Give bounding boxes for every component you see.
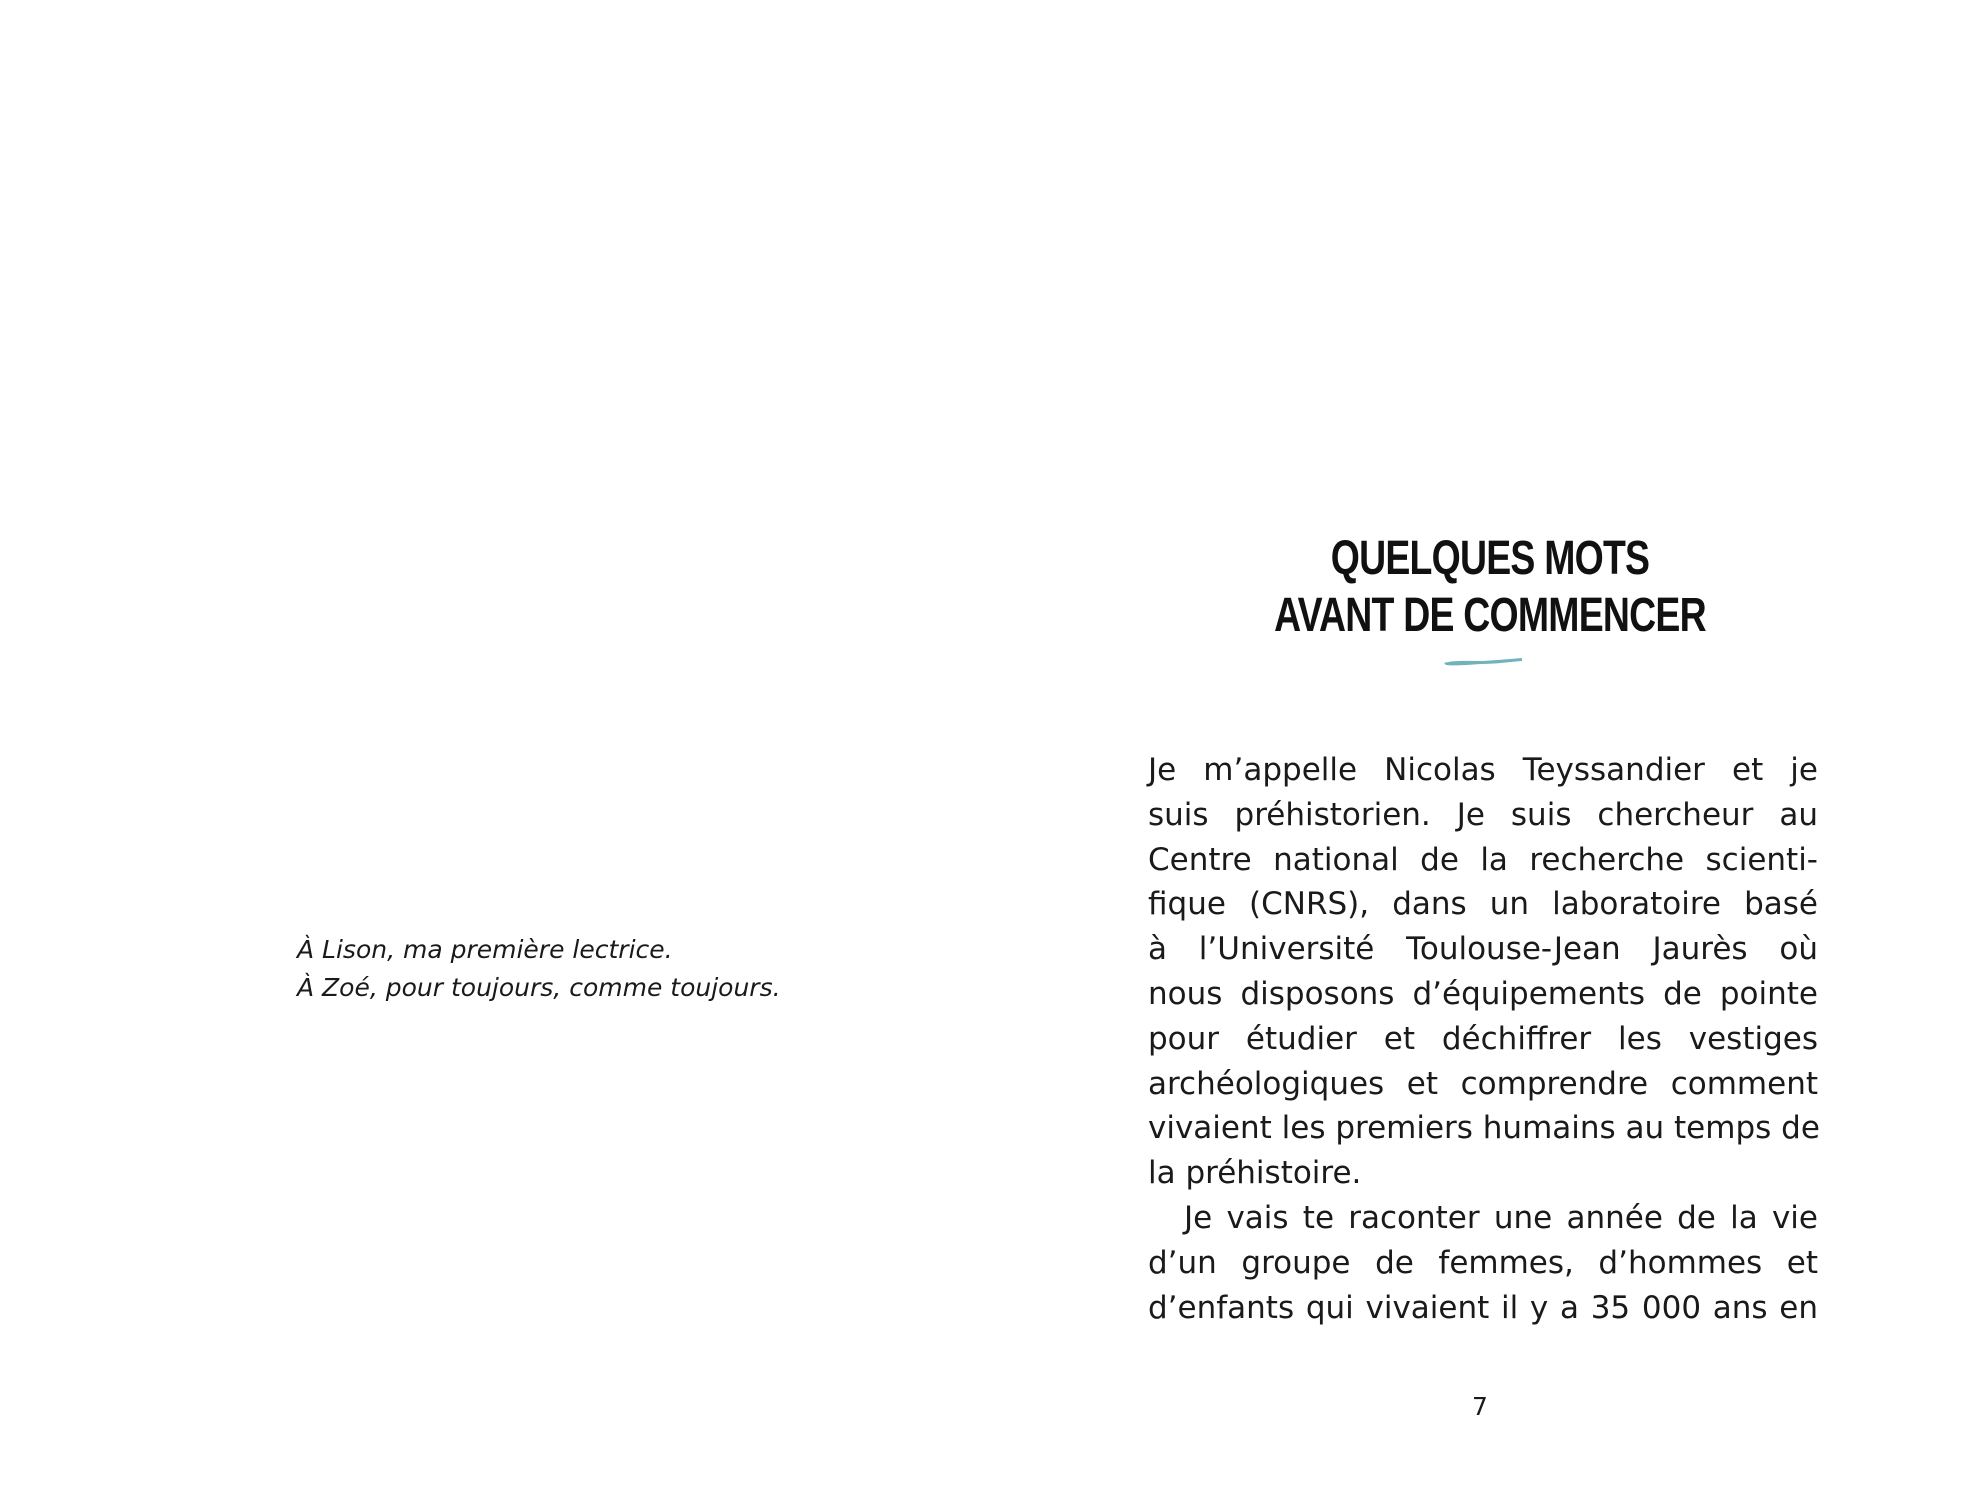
body-line: fique (CNRS), dans un laboratoire basé [1148,886,1818,923]
dedication [297,931,781,1007]
dedication-line: À Lison, ma première lectrice. [297,935,673,964]
body-line: d’enfants qui vivaient il y a 35 000 ans en [1148,1289,1818,1326]
chapter-heading-line: QUELQUES MOTS [1330,532,1650,585]
body-line: la préhistoire. [1148,1155,1362,1192]
body-line: vivaient les premiers humains au temps de [1148,1110,1820,1147]
chapter-heading [1264,530,1716,644]
dedication-line: À Zoé, pour toujours, comme toujours. [297,973,781,1002]
body-line: pour étudier et déchiffrer les vestiges [1148,1020,1818,1057]
body-line: archéologiques et comprendre comment [1148,1065,1818,1102]
brush-stroke-ornament [1443,656,1523,668]
body-line: Je vais te raconter une année de la vie [1184,1199,1818,1236]
body-line: Centre national de la recherche scienti- [1148,841,1818,878]
body-line: d’un groupe de femmes, d’hommes et [1148,1244,1818,1281]
body-line: suis préhistorien. Je suis chercheur au [1148,796,1818,833]
body-line: Je m’appelle Nicolas Teyssandier et je [1148,752,1818,788]
body-line: nous disposons d’équipements de pointe [1148,975,1818,1012]
body-text [1148,748,1818,1330]
body-line: à l’Université Toulouse-Jean Jaurès où [1148,931,1818,968]
page-number: 7 [1472,1392,1488,1421]
chapter-heading-line: AVANT DE COMMENCER [1274,589,1706,642]
